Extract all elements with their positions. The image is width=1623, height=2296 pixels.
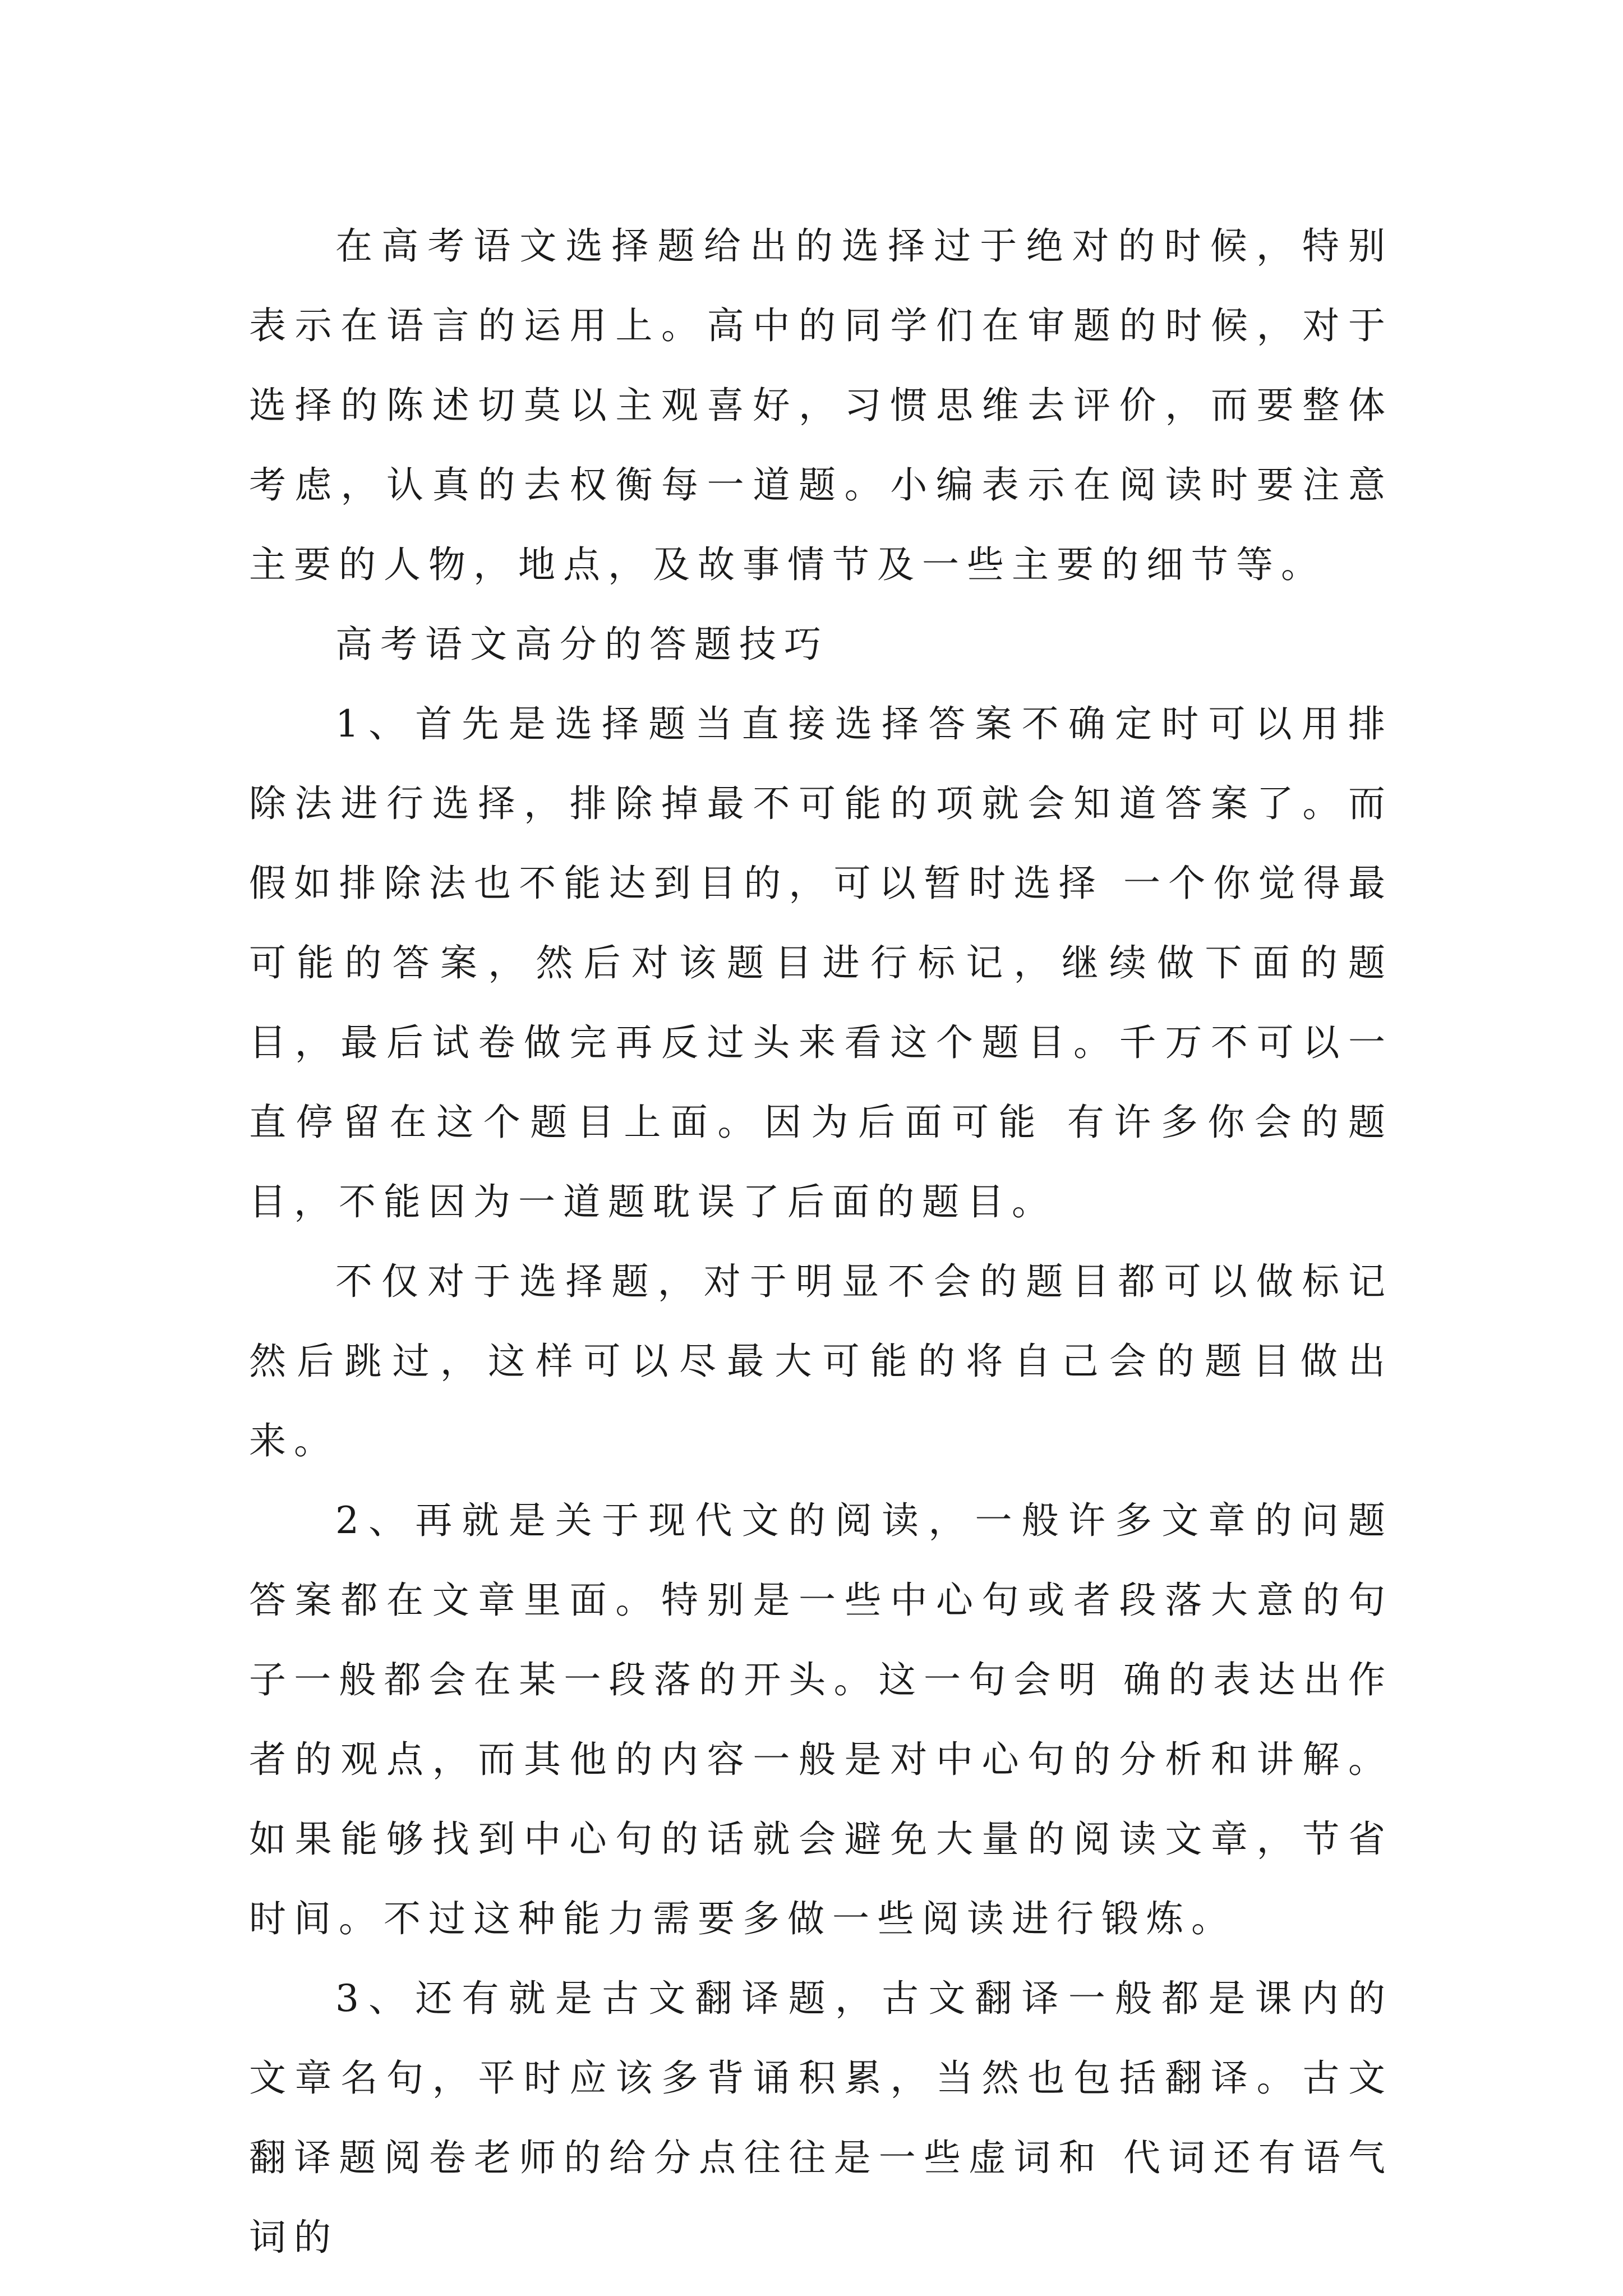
paragraph-tip-1-extra: 不仅对于选择题，对于明显不会的题目都可以做标记然后跳过，这样可以尽最大可能的将自己会的题目做出来。: [249, 1260, 1393, 1462]
document-body: [249, 206, 1393, 2277]
paragraph-tip-3: 3、还有就是古文翻译题，古文翻译一般都是课内的文章名句，平时应该多背诵积累，当然也包括翻译。古文翻译题阅卷老师的给分点往往是一些虚词和 代词还有语气词的: [249, 1977, 1393, 2259]
section-heading: 高考语文高分的答题技巧: [335, 623, 829, 666]
paragraph-intro: 在高考语文选择题给出的选择过于绝对的时候，特别表示在语言的运用上。高中的同学们在审题的时候，对于选择的陈述切莫以主观喜好，习惯思维去评价，而要整体考虑，认真的去权衡每一道题。小编表示在阅读时要注意主要的人物，地点，及故事情节及一些主要的细节等。: [249, 224, 1393, 586]
paragraph-tip-2: 2、再就是关于现代文的阅读，一般许多文章的问题答案都在文章里面。特别是一些中心句或者段落大意的句子一般都会在某一段落的开头。这一句会明 确的表达出作者的观点，而其他的内容一般是对中心句的分析和讲解。如果能够找到中心句的话就会避免大量的阅读文章，节省时间。不过这种能力需要多做一些阅读进行锻炼。: [249, 1499, 1393, 1940]
paragraph-tip-1: 1、首先是选择题当直接选择答案不确定时可以用排除法进行选择，排除掉最不可能的项就会知道答案了。而假如排除法也不能达到目的，可以暂时选择 一个你觉得最可能的答案，然后对该题目进行标记，继续做下面的题目，最后试卷做完再反过头来看这个题目。千万不可以一直停留在这个题目上面。因为后面可能 有许多你会的题目，不能因为一道题耽误了后面的题目。: [249, 702, 1393, 1223]
